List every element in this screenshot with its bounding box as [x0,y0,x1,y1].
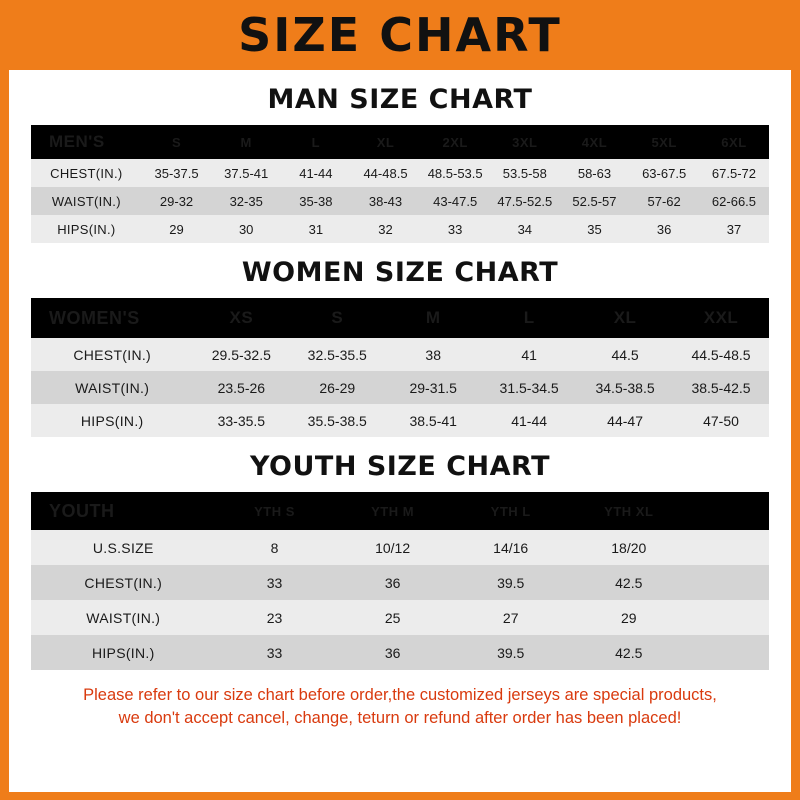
table-cell: 37 [699,215,769,243]
table-row [31,530,769,565]
table-cell: 25 [334,600,452,635]
women-header-cell: WOMEN'S [31,298,193,338]
row-label: HIPS(IN.) [31,215,142,243]
women-header-cell: L [481,298,577,338]
table-cell: 58-63 [560,159,630,187]
table-row [31,565,769,600]
page-title: SIZE CHART [238,8,562,62]
table-cell: 44.5-48.5 [673,338,769,371]
row-label: CHEST(IN.) [31,159,142,187]
men-header-cell: XL [351,125,421,159]
row-label: U.S.SIZE [31,530,216,565]
men-header-cell: 3XL [490,125,560,159]
table-row [31,404,769,437]
youth-header-cell: YTH L [452,492,570,530]
table-cell: 29-31.5 [385,371,481,404]
women-table-header-row [31,298,769,338]
table-cell: 31.5-34.5 [481,371,577,404]
table-cell: 41-44 [281,159,351,187]
table-cell: 35.5-38.5 [289,404,385,437]
table-cell: 29.5-32.5 [193,338,289,371]
table-row [31,338,769,371]
table-cell: 33-35.5 [193,404,289,437]
table-row [31,159,769,187]
footer-bar [9,792,791,800]
table-cell-spacer [688,565,769,600]
table-row [31,215,769,243]
youth-section-title: YOUTH SIZE CHART [249,451,551,482]
men-header-cell: 4XL [560,125,630,159]
table-cell: 27 [452,600,570,635]
youth-section [31,451,769,670]
disclaimer-note [31,684,769,731]
row-label: HIPS(IN.) [31,635,216,670]
table-cell: 37.5-41 [211,159,281,187]
table-cell: 44-47 [577,404,673,437]
table-row [31,371,769,404]
table-cell: 10/12 [334,530,452,565]
youth-header-cell: YTH XL [570,492,688,530]
table-cell-spacer [688,600,769,635]
women-section [31,257,769,437]
table-cell: 8 [216,530,334,565]
table-cell: 42.5 [570,635,688,670]
table-cell: 35 [560,215,630,243]
table-cell: 31 [281,215,351,243]
row-label: WAIST(IN.) [31,187,142,215]
table-cell: 34.5-38.5 [577,371,673,404]
content [9,84,791,731]
table-cell: 34 [490,215,560,243]
men-header-cell: S [142,125,212,159]
table-cell: 39.5 [452,635,570,670]
women-header-cell: M [385,298,481,338]
table-cell: 63-67.5 [629,159,699,187]
disclaimer-line-2: we don't accept cancel, change, teturn or refund after order has been placed! [118,709,682,728]
table-cell: 44.5 [577,338,673,371]
table-cell: 32-35 [211,187,281,215]
table-cell: 29 [570,600,688,635]
table-cell: 36 [334,635,452,670]
table-cell: 35-37.5 [142,159,212,187]
women-section-title: WOMEN SIZE CHART [241,257,559,288]
table-row [31,187,769,215]
table-cell: 29 [142,215,212,243]
youth-header-cell: YOUTH [31,492,216,530]
men-header-cell: 5XL [629,125,699,159]
row-label: WAIST(IN.) [31,600,216,635]
table-cell: 41 [481,338,577,371]
table-cell: 47.5-52.5 [490,187,560,215]
table-cell: 26-29 [289,371,385,404]
men-header-cell: 2XL [420,125,490,159]
table-cell: 36 [629,215,699,243]
men-size-table [31,125,769,243]
table-cell: 23.5-26 [193,371,289,404]
table-cell: 33 [216,565,334,600]
women-header-cell: XL [577,298,673,338]
women-header-cell: S [289,298,385,338]
table-cell: 32 [351,215,421,243]
table-row [31,600,769,635]
row-label: CHEST(IN.) [31,338,193,371]
women-size-table [31,298,769,437]
table-cell: 38.5-41 [385,404,481,437]
table-cell: 41-44 [481,404,577,437]
men-section-title: MAN SIZE CHART [267,84,533,115]
row-label: WAIST(IN.) [31,371,193,404]
table-cell: 53.5-58 [490,159,560,187]
youth-table-header-row [31,492,769,530]
table-cell: 62-66.5 [699,187,769,215]
youth-header-cell: YTH S [216,492,334,530]
table-cell: 52.5-57 [560,187,630,215]
row-label: HIPS(IN.) [31,404,193,437]
table-cell: 67.5-72 [699,159,769,187]
youth-size-table [31,492,769,670]
table-cell: 33 [420,215,490,243]
men-header-cell: M [211,125,281,159]
table-cell-spacer [688,530,769,565]
table-cell: 39.5 [452,565,570,600]
banner [9,0,791,70]
table-cell: 33 [216,635,334,670]
youth-header-spacer [688,492,769,530]
table-cell: 29-32 [142,187,212,215]
row-label: CHEST(IN.) [31,565,216,600]
table-cell: 36 [334,565,452,600]
table-cell: 38.5-42.5 [673,371,769,404]
table-cell: 48.5-53.5 [420,159,490,187]
women-header-cell: XS [193,298,289,338]
men-section [31,84,769,243]
table-cell: 38 [385,338,481,371]
table-cell: 47-50 [673,404,769,437]
men-header-cell: 6XL [699,125,769,159]
men-header-cell: L [281,125,351,159]
table-cell: 30 [211,215,281,243]
table-cell: 42.5 [570,565,688,600]
men-header-cell: MEN'S [31,125,142,159]
table-cell-spacer [688,635,769,670]
table-cell: 57-62 [629,187,699,215]
women-header-cell: XXL [673,298,769,338]
table-cell: 35-38 [281,187,351,215]
youth-header-cell: YTH M [334,492,452,530]
table-cell: 23 [216,600,334,635]
table-cell: 43-47.5 [420,187,490,215]
table-cell: 18/20 [570,530,688,565]
table-row [31,635,769,670]
table-cell: 44-48.5 [351,159,421,187]
table-cell: 38-43 [351,187,421,215]
table-cell: 14/16 [452,530,570,565]
men-table-header-row [31,125,769,159]
table-cell: 32.5-35.5 [289,338,385,371]
disclaimer-line-1: Please refer to our size chart before order,the customized jerseys are special products, [83,686,717,704]
